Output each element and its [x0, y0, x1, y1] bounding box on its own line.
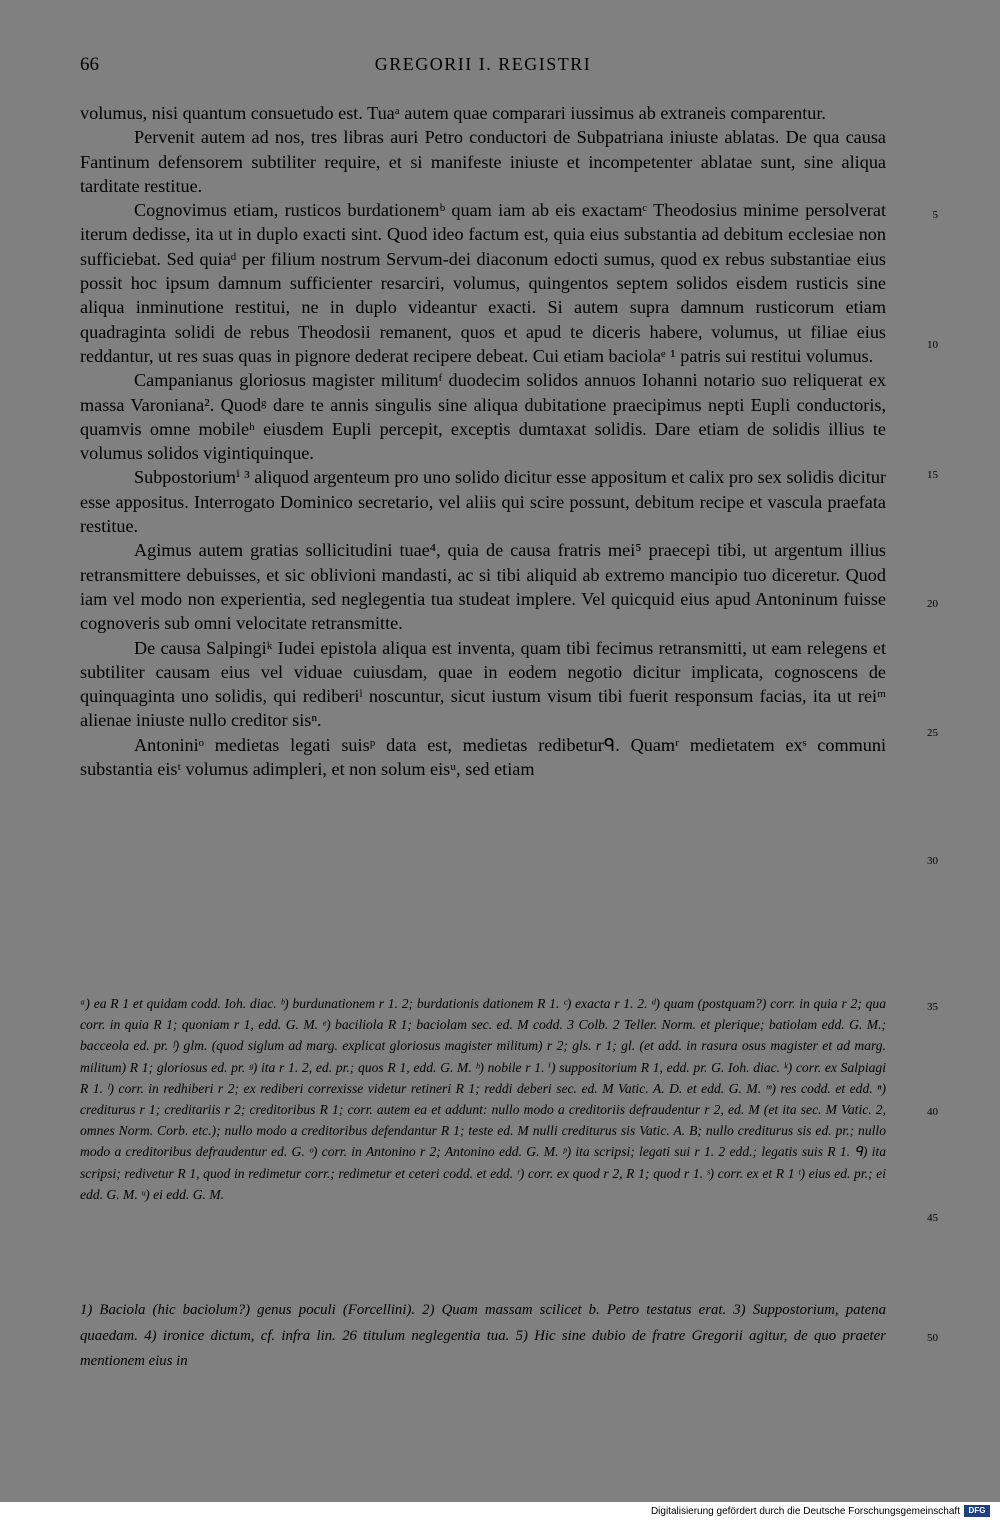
- paragraph: Agimus autem gratias sollicitudini tuae⁴, quia de causa fratris mei⁵ praecepi tibi, ut argentum illius retransmittere debuisses, et sic oblivioni mandasti, ac si tibi aliquid ab extremo mancipio tuo diceretur. Quod iam vel modo non experientia, sed neglegentia tua studeat implere. Vel quicquid eius apud Antoninum fuisse cognoveris sub omni velocitate retransmitte.: [80, 540, 886, 634]
- funding-credit: Digitalisierung gefördert durch die Deutsche Forschungsgemeinschaft: [650, 1506, 960, 1517]
- critical-apparatus: [80, 993, 886, 1205]
- paragraph: De causa Salpingiᵏ Iudei epistola aliqua est inventa, quam tibi fecimus retransmitti, ut eam relegens et subtiliter causam eius vel viduae cuiusdam, quae in eodem negotio dicitur implicata, cognoscens de quinquaginta uno solidis, qui rediberiˡ noscuntur, sicut iustum visum tibi fuerit responsum facias, ita ut reiᵐ alienae iniuste nullo creditor sisⁿ.: [80, 637, 886, 731]
- line-number: 5: [932, 209, 938, 221]
- paragraph: Pervenit autem ad nos, tres libras auri Petro conductori de Subpatriana iniuste ablatas. De qua causa Fantinum defensorem subtiliter require, et si manifeste iniuste et incompetenter ablatae sunt, sine aliqua tarditate restitue.: [80, 127, 886, 196]
- paragraph: Subpostoriumⁱ ³ aliquod argenteum pro uno solido dicitur esse appositum et calix pro sex solidis dicitur esse appositus. Interrogato Dominico secretario, vel aliis qui scire possunt, debitum recipe et vascula praefata restitue.: [80, 467, 886, 537]
- page-number: 66: [80, 54, 99, 75]
- line-number: 25: [927, 727, 938, 739]
- line-number: 10: [927, 339, 938, 351]
- running-title: GREGORII I. REGISTRI: [374, 54, 592, 74]
- line-number: 45: [927, 1212, 938, 1224]
- line-number: 30: [927, 855, 938, 867]
- line-number: 35: [927, 1001, 938, 1013]
- line-number: 40: [927, 1106, 938, 1118]
- page-header: [80, 54, 886, 84]
- paragraph: volumus, nisi quantum consuetudo est. Tuaᵃ autem quae comparari iussimus ab extraneis comparentur.: [80, 103, 826, 123]
- dfg-logo: DFG: [964, 1505, 990, 1517]
- notes-text: 1) Baciola (hic baciolum?) genus poculi (Forcellini). 2) Quam massam scilicet b. Petro testatus erat. 3) Suppostorium, patena quaedam. 4) ironice dictum, cf. infra lin. 26 titulum neglegentia tua. 5) Hic sine dubio de fratre Gregorii agitur, de quo praeter mentionem eius in: [80, 1302, 886, 1369]
- explanatory-notes: [80, 1298, 886, 1375]
- line-number: 20: [927, 598, 938, 610]
- paragraph: Campanianus gloriosus magister militumᶠ duodecim solidos annuos Iohanni notario suo reliquerat ex massa Varoniana². Quodᵍ dare te annis singulis sine aliqua dubitatione praecipimus nepti Eupli conductoris, quamvis omne mobileʰ eiusdem Eupli percepit, exceptis dumtaxat solidis. Dare etiam de solidis illius te volumus solidos vigintiquinque.: [80, 370, 886, 464]
- paragraph: Cognovimus etiam, rusticos burdationemᵇ quam iam ab eis exactamᶜ Theodosius minime persolverat iterum dedisse, ita ut in duplo exacti sint. Quod ideo factum est, quia eius substantia ad debitum ecclesiae non sufficiebat. Sed quiaᵈ per filium nostrum Servum-dei diaconum edocti sumus, quod ex rebus substantiae eius possit hoc ipsum damnum sufficienter resarciri, volumus, quingentos septem solidos eisdem rusticis sine aliqua inminutione restitui, ne in duplo videantur exacti. Si autem supra damnum rusticorum etiam quadraginta solidi de rebus Theodosii remanent, quos et apud te diceris habere, volumus, ut filiae eius reddantur, ut res suas quas in pignore dederat recipere debeat. Cui etiam baciolaᵉ ¹ patris sui restitui volumus.: [80, 200, 886, 366]
- apparatus-text: ᵃ) ea R 1 et quidam codd. Ioh. diac. ᵇ) burdunationem r 1. 2; burdationis dationem R 1. ᶜ) exacta r 1. 2. ᵈ) quam (postquam?) corr. in quia r 2; qua corr. in quia R 1; quoniam r 1, edd. G. M. ᵉ) baciliola R 1; baciolam sec. ed. M codd. 3 Colb. 2 Teller. Norm. et plerique; batiolam edd. G. M.; bacceola ed. pr. ᶠ) glm. (quod siglum ad marg. explicat gloriosus magister militum) r 2; gls. r 1; gl. (et add. in rasura osus magister et ad marg. militum) R 1; gloriosus ed. pr. ᵍ) ita r 1. 2, ed. pr.; quos R 1, edd. G. M. ʰ) nobile r 1. ⁱ) suppositorium R 1, edd. pr. G. Ioh. diac. ᵏ) corr. ex Salpiagi R 1. ˡ) corr. in redhiberi r 2; ex rediberi correxisse videtur retineri R 1; reddi deberi sec. ed. M Vatic. A. D. et edd. G. M. ᵐ) res codd. et edd. ⁿ) crediturus r 1; creditariis r 2; creditoribus R 1; corr. autem ea et addunt: nullo modo a creditoriis defraudentur r 2, ed. M (et ita sec. M Vatic. 2, omnes Norm. Corb. etc.); nullo modo a creditoribus defendantur R 1; teste ed. M nulli crediturus sis Vatic. A. B; nullo crediturus sis ed. pr.; nullo modo a creditoribus defraudentur ed. G. ᵒ) corr. in Antonino r 2; Antonino edd. G. M. ᵖ) ita scripsi; legati sui r 1. 2 edd.; legatis suis R 1. ᑫ) ita scripsi; redivetur R 1, quod in redimetur corr.; redimetur et ceteri codd. et edd. ʳ) corr. ex quod r 2, R 1; quod r 1. ˢ) corr. ex et R 1 ᵗ) eius ed. pr.; ei edd. G. M. ᵘ) ei edd. G. M.: [80, 996, 886, 1202]
- paragraph: Antoniniᵒ medietas legati suisᵖ data est, medietas redibeturᑫ. Quamʳ medietatem exˢ communi substantia eisᵗ volumus adimpleri, et non solum eisᵘ, sed etiam: [80, 734, 886, 780]
- line-number: 50: [927, 1332, 938, 1344]
- main-text: [80, 101, 886, 781]
- line-number: 15: [927, 469, 938, 481]
